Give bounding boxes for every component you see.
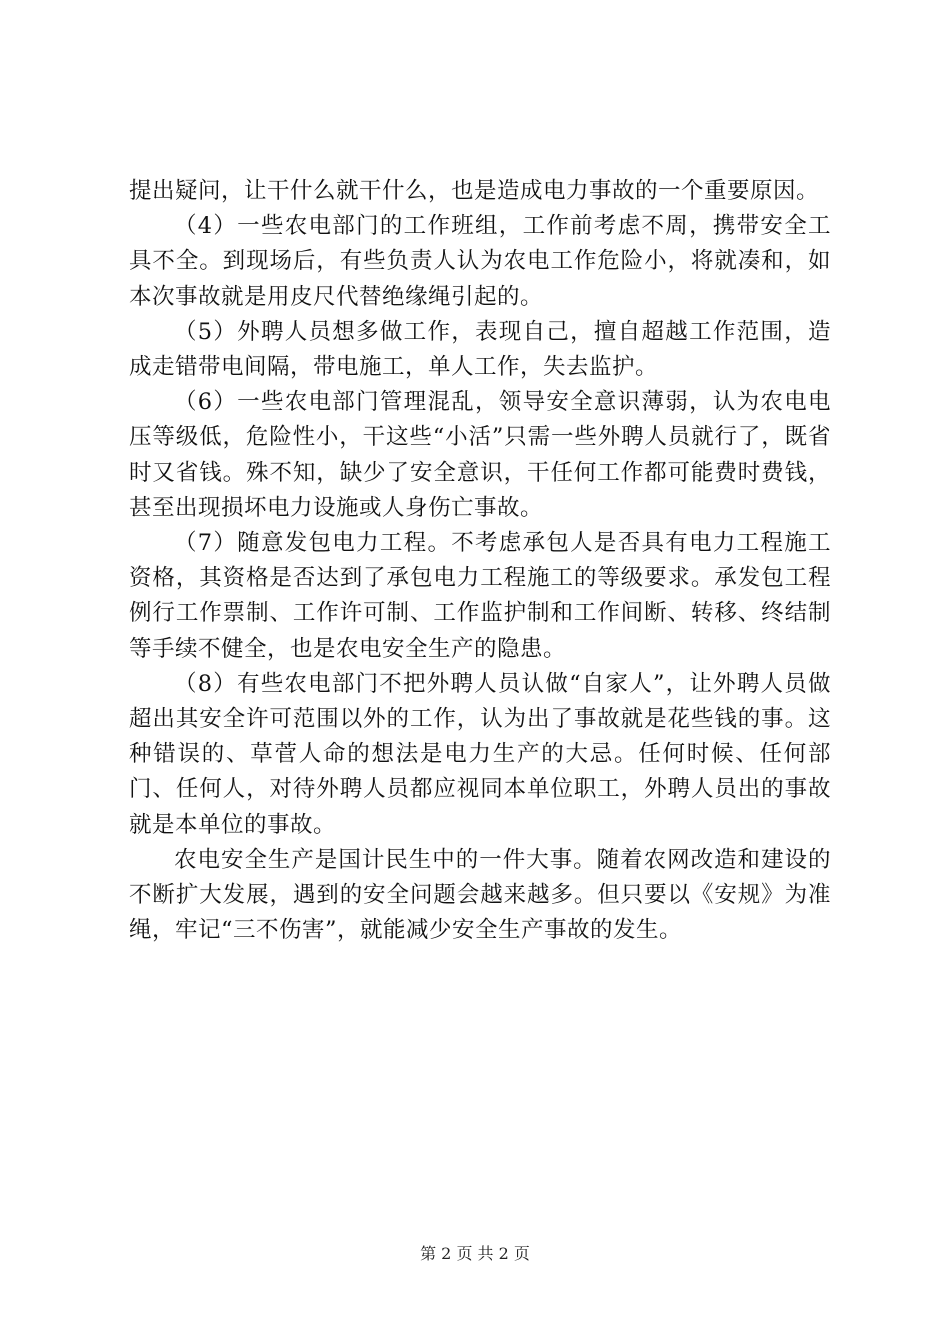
- document-body: [129, 174, 831, 948]
- page-number-footer: 第 2 页 共 2 页: [420, 1244, 530, 1263]
- paragraph-item-6: （6）一些农电部门管理混乱，领导安全意识薄弱，认为农电电压等级低，危险性小，干这些“小活”只需一些外聘人员就行了，既省时又省钱。殊不知，缺少了安全意识，干任何工作都可能费时费钱，甚至出现损坏电力设施或人身伤亡事故。: [129, 389, 831, 521]
- paragraph-conclusion: 农电安全生产是国计民生中的一件大事。随着农网改造和建设的不断扩大发展，遇到的安全问题会越来越多。但只要以《安规》为准绳，牢记“三不伤害”，就能减少安全生产事故的发生。: [129, 846, 831, 944]
- paragraph-item-8: （8）有些农电部门不把外聘人员认做“自家人”，让外聘人员做超出其安全许可范围以外的工作，认为出了事故就是花些钱的事。这种错误的、草菅人命的想法是电力生产的大忌。任何时候、任何部门、任何人，对待外聘人员都应视同本单位职工，外聘人员出的事故就是本单位的事故。: [129, 670, 831, 838]
- paragraph-continued: 提出疑问，让干什么就干什么，也是造成电力事故的一个重要原因。: [129, 178, 820, 204]
- paragraph-item-7: （7）随意发包电力工程。不考虑承包人是否具有电力工程施工资格，其资格是否达到了承包电力工程施工的等级要求。承发包工程例行工作票制、工作许可制、工作监护制和工作间断、转移、终结制等手续不健全，也是农电安全生产的隐患。: [129, 530, 831, 662]
- paragraph-item-4: （4）一些农电部门的工作班组，工作前考虑不周，携带安全工具不全。到现场后，有些负责人认为农电工作危险小，将就凑和，如本次事故就是用皮尺代替绝缘绳引起的。: [129, 213, 831, 310]
- paragraph-item-5: （5）外聘人员想多做工作，表现自己，擅自超越工作范围，造成走错带电间隔，带电施工，单人工作，失去监护。: [129, 318, 831, 381]
